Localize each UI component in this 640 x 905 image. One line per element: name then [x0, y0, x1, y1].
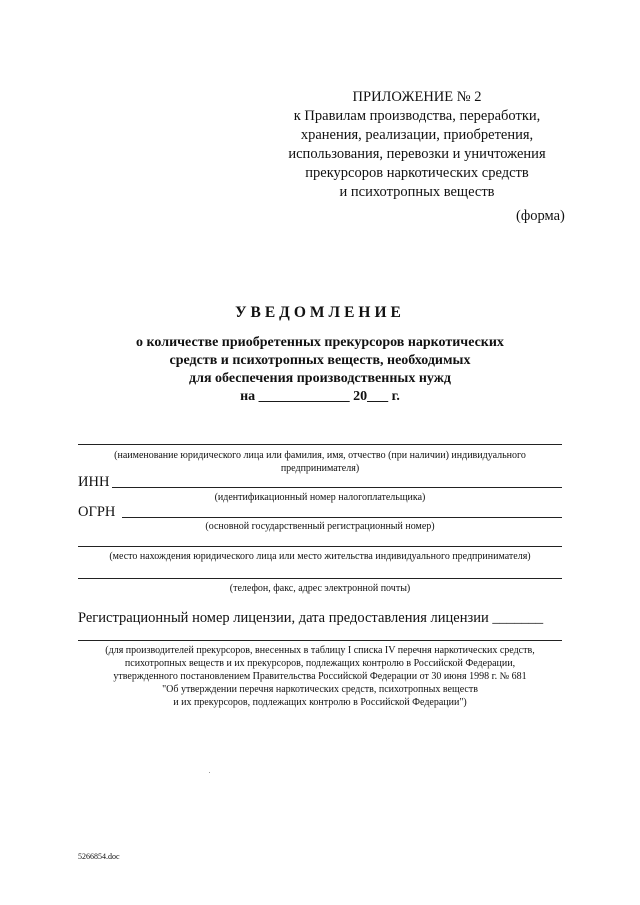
appendix-number: ПРИЛОЖЕНИЕ № 2	[352, 89, 482, 105]
contacts-caption: (телефон, факс, адрес электронной почты)	[229, 583, 411, 594]
document-subtitle-line: средств и психотропных веществ, необходимых	[169, 353, 471, 368]
appendix-line: и психотропных веществ	[339, 184, 495, 200]
form-label: (форма)	[516, 208, 565, 224]
license-label: Регистрационный номер лицензии, дата предоставления лицензии	[78, 610, 489, 626]
name-field-line[interactable]	[78, 444, 562, 445]
ogrn-label: ОГРН	[78, 504, 116, 520]
name-caption-line: (наименование юридического лица или фамилия, имя, отчество (при наличии) индивидуального	[114, 450, 526, 461]
document-subtitle-line: о количестве приобретенных прекурсоров наркотических	[136, 335, 504, 350]
document-subtitle-line: для обеспечения производственных нужд	[189, 371, 451, 386]
note-line: психотропных веществ и их прекурсоров, подлежащих контролю в Российской Федерации,	[124, 658, 516, 669]
scan-speck	[209, 772, 210, 773]
year-blank[interactable]: ___	[367, 389, 389, 404]
inn-field-line[interactable]	[112, 487, 562, 488]
note-line: и их прекурсоров, подлежащих контролю в Российской Федерации")	[173, 697, 467, 708]
note-line: (для производителей прекурсоров, внесенных в таблицу I списка IV перечня наркотических средств,	[105, 645, 535, 656]
document-title: УВЕДОМЛЕНИЕ	[235, 304, 405, 321]
location-field-line[interactable]	[78, 546, 562, 547]
inn-caption: (идентификационный номер налогоплательщика)	[214, 492, 426, 503]
date-year: 20	[353, 389, 368, 404]
note-block	[78, 644, 562, 709]
license-field-line[interactable]	[78, 640, 562, 641]
appendix-line: прекурсоров наркотических средств	[305, 165, 529, 181]
ogrn-field-line[interactable]	[122, 517, 562, 518]
name-caption-line: предпринимателя)	[280, 463, 360, 474]
title-block	[80, 304, 560, 406]
ogrn-caption: (основной государственный регистрационный номер)	[205, 521, 435, 532]
appendix-header	[262, 88, 572, 202]
appendix-line: использования, перевозки и уничтожения	[288, 146, 546, 162]
footer-filename: 5266854.doc	[78, 852, 120, 861]
note-line: "Об утверждении перечня наркотических средств, психотропных веществ	[162, 684, 478, 695]
inn-label: ИНН	[78, 474, 110, 490]
appendix-line: к Правилам производства, переработки,	[293, 108, 541, 124]
date-suffix: г.	[391, 389, 400, 404]
note-line: утвержденного постановлением Правительства Российской Федерации от 30 июня 1998 г. № 681	[113, 671, 527, 682]
date-prefix: на	[240, 389, 256, 404]
date-blank[interactable]: _____________	[258, 389, 350, 404]
license-blank[interactable]: _______	[492, 610, 544, 626]
date-line	[80, 388, 560, 406]
appendix-line: хранения, реализации, приобретения,	[300, 127, 534, 143]
name-field-caption	[78, 449, 562, 475]
location-caption: (место нахождения юридического лица или место жительства индивидуального предпринимателя)	[109, 551, 531, 562]
license-line	[78, 610, 543, 627]
contacts-field-line[interactable]	[78, 578, 562, 579]
